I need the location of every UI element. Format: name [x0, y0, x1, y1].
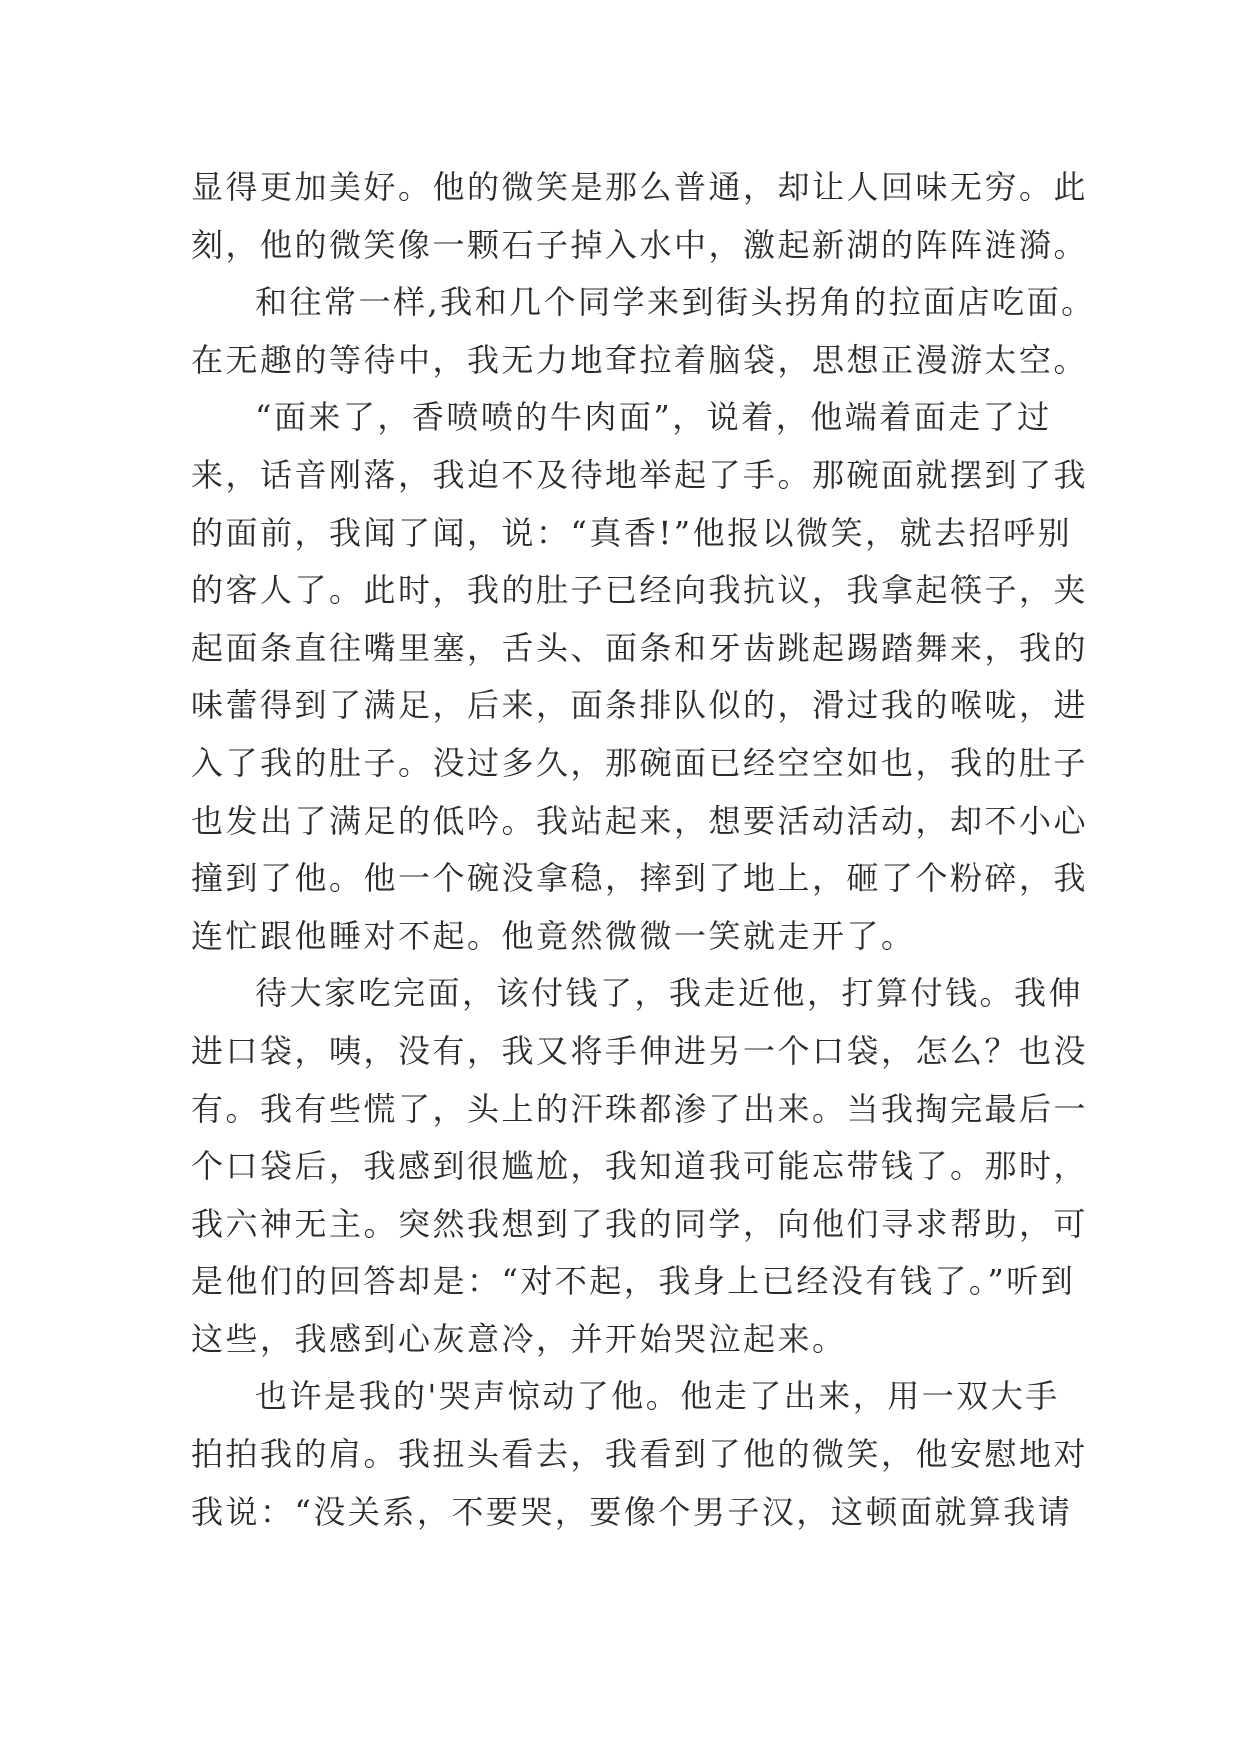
- text-line: 待大家吃完面，该付钱了，我走近他，打算付钱。我伸: [255, 974, 1084, 1013]
- text-line: 入了我的肚子。没过多久，那碗面已经空空如也，我的肚子: [191, 743, 1089, 782]
- body-text: [191, 159, 1096, 1541]
- text-line: “面来了，香喷喷的牛肉面”，说着，他端着面走了过: [255, 398, 1052, 437]
- text-line: 起面条直往嘴里塞，舌头、面条和牙齿跳起踢踏舞来，我的: [191, 628, 1089, 667]
- text-line: 是他们的回答却是：“对不起，我身上已经没有钱了。”听到: [191, 1262, 1076, 1301]
- text-line: 在无趣的等待中，我无力地耷拉着脑袋，思想正漫游太空。: [191, 340, 1089, 379]
- text-line: 来，话音刚落，我迫不及待地举起了手。那碗面就摆到了我: [191, 455, 1089, 494]
- text-line: 的客人了。此时，我的肚子已经向我抗议，我拿起筷子，夹: [191, 571, 1089, 610]
- text-line: 进口袋，咦，没有，我又将手伸进另一个口袋，怎么？也没: [191, 1031, 1089, 1070]
- text-line: 也许是我的'哭声惊动了他。他走了出来，用一双大手: [255, 1377, 1060, 1416]
- text-line: 也发出了满足的低吟。我站起来，想要活动活动，却不小心: [191, 801, 1089, 840]
- text-line: 这些，我感到心灰意冷，并开始哭泣起来。: [191, 1319, 847, 1358]
- text-line: 个口袋后，我感到很尴尬，我知道我可能忘带钱了。那时，: [191, 1147, 1089, 1186]
- text-line: 连忙跟他睡对不起。他竟然微微一笑就走开了。: [191, 916, 916, 955]
- text-line: 和往常一样,我和几个同学来到街头拐角的拉面店吃面。: [255, 283, 1096, 322]
- text-line: 我说：“没关系，不要哭，要像个男子汉，这顿面就算我请: [191, 1492, 1073, 1531]
- text-line: 我六神无主。突然我想到了我的同学，向他们寻求帮助，可: [191, 1204, 1089, 1243]
- text-line: 撞到了他。他一个碗没拿稳，摔到了地上，砸了个粉碎，我: [191, 859, 1089, 898]
- text-line: 拍拍我的肩。我扭头看去，我看到了他的微笑，他安慰地对: [191, 1435, 1089, 1474]
- text-line: 的面前，我闻了闻，说：“真香!”他报以微笑，就去招呼别: [191, 513, 1073, 552]
- text-line: 显得更加美好。他的微笑是那么普通，却让人回味无穷。此: [191, 168, 1089, 206]
- text-line: 刻，他的微笑像一颗石子掉入水中，激起新湖的阵阵涟漪。: [191, 225, 1089, 264]
- text-line: 味蕾得到了满足，后来，面条排队似的，滑过我的喉咙，进: [191, 686, 1089, 725]
- text-line: 有。我有些慌了，头上的汗珠都渗了出来。当我掏完最后一: [191, 1089, 1089, 1128]
